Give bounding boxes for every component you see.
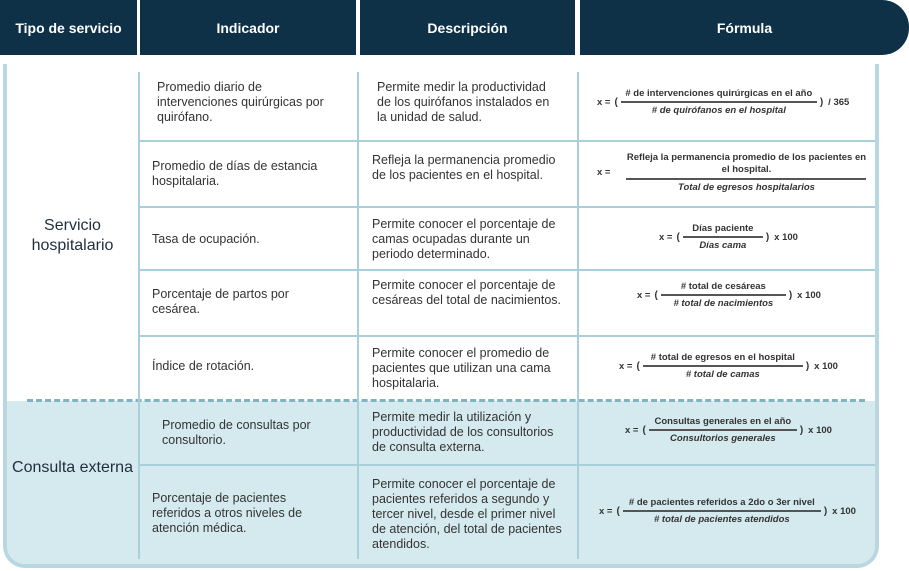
row-1-descripcion: Permite medir la productividad de los quirófanos instalados en la unidad de salud.: [377, 80, 550, 124]
row-5-indicador: Índice de rotación.: [152, 359, 255, 373]
group-consulta-externa: Consulta externa: [12, 459, 133, 476]
row-7-formula: x = ( $\frac{\text{\# de pacientes referidos a 2do o 3er nivel}}{\text{\# total de pacientes atendidos}}$ ) x 100: [599, 497, 856, 525]
col-divider: [357, 72, 359, 559]
row-6-formula: x = ( $\frac{\text{Consultas generales en el año}}{\text{Consultorios generales}}$ ) x 100: [625, 416, 832, 444]
row-divider: [138, 206, 879, 208]
row-2-indicador: Promedio de días de estancia hospitalaria.: [152, 159, 318, 188]
row-divider: [138, 269, 879, 271]
table-header: [0, 0, 909, 55]
row-3-descripcion: Permite conocer el porcentaje de camas ocupadas durante un periodo determinado.: [372, 217, 556, 261]
header-tipo: Tipo de servicio: [0, 0, 137, 55]
row-divider: [138, 140, 879, 142]
row-1-indicador: Promedio diario de intervenciones quirúrgicas por quirófano.: [157, 80, 324, 124]
row-6-indicador: Promedio de consultas por consultorio.: [162, 418, 311, 447]
row-7-indicador: Porcentaje de pacientes referidos a otros niveles de atención médica.: [152, 491, 303, 535]
row-3-formula: x = ( $\frac{\text{Días paciente}}{\text{Días cama}}$ ) x 100: [659, 223, 798, 251]
row-1-formula: x = ( $\frac{\text{\# de intervenciones quirúrgicas en el año}}{\text{\# de quirófanos en el hospital}}$ ) / 365: [597, 88, 850, 116]
row-4-descripcion: Permite conocer el porcentaje de cesáreas del total de nacimientos.: [372, 278, 561, 307]
header-descripcion: Descripción: [360, 0, 575, 55]
row-2-formula: x = Refleja la permanencia promedio de los pacientes en el hospital. Total de egresos hospitalarios: [597, 152, 867, 193]
header-indicador: Indicador: [140, 0, 356, 55]
group-servicio-hospitalario: Servicio hospitalario: [31, 217, 114, 254]
row-6-descripcion: Permite medir la utilización y productividad de los consultorios de consulta externa.: [372, 410, 554, 454]
col-divider: [138, 72, 140, 559]
section-divider: [27, 399, 865, 402]
row-4-indicador: Porcentaje de partos por cesárea.: [152, 287, 289, 316]
row-2-descripcion: Refleja la permanencia promedio de los pacientes en el hospital.: [372, 153, 556, 182]
header-formula: Fórmula: [580, 0, 909, 55]
row-7-descripcion: Permite conocer el porcentaje de pacientes referidos a segundo y tercer nivel, desde el primer nivel de atención, del total de pacientes atendidos.: [372, 477, 562, 551]
row-divider: [138, 464, 879, 466]
row-5-formula: x = ( $\frac{\text{\# total de egresos en el hospital}}{\text{\# total de camas}}$ ) x 100: [619, 352, 838, 380]
col-divider: [577, 72, 579, 559]
row-4-formula: x = ( $\frac{\text{\# total de cesáreas}}{\text{\# total de nacimientos}}$ ) x 100: [637, 281, 821, 309]
row-divider: [138, 335, 879, 337]
table-body: [3, 64, 879, 568]
row-3-indicador: Tasa de ocupación.: [152, 232, 260, 246]
row-5-descripcion: Permite conocer el promedio de pacientes que utilizan una cama hospitalaria.: [372, 346, 551, 390]
